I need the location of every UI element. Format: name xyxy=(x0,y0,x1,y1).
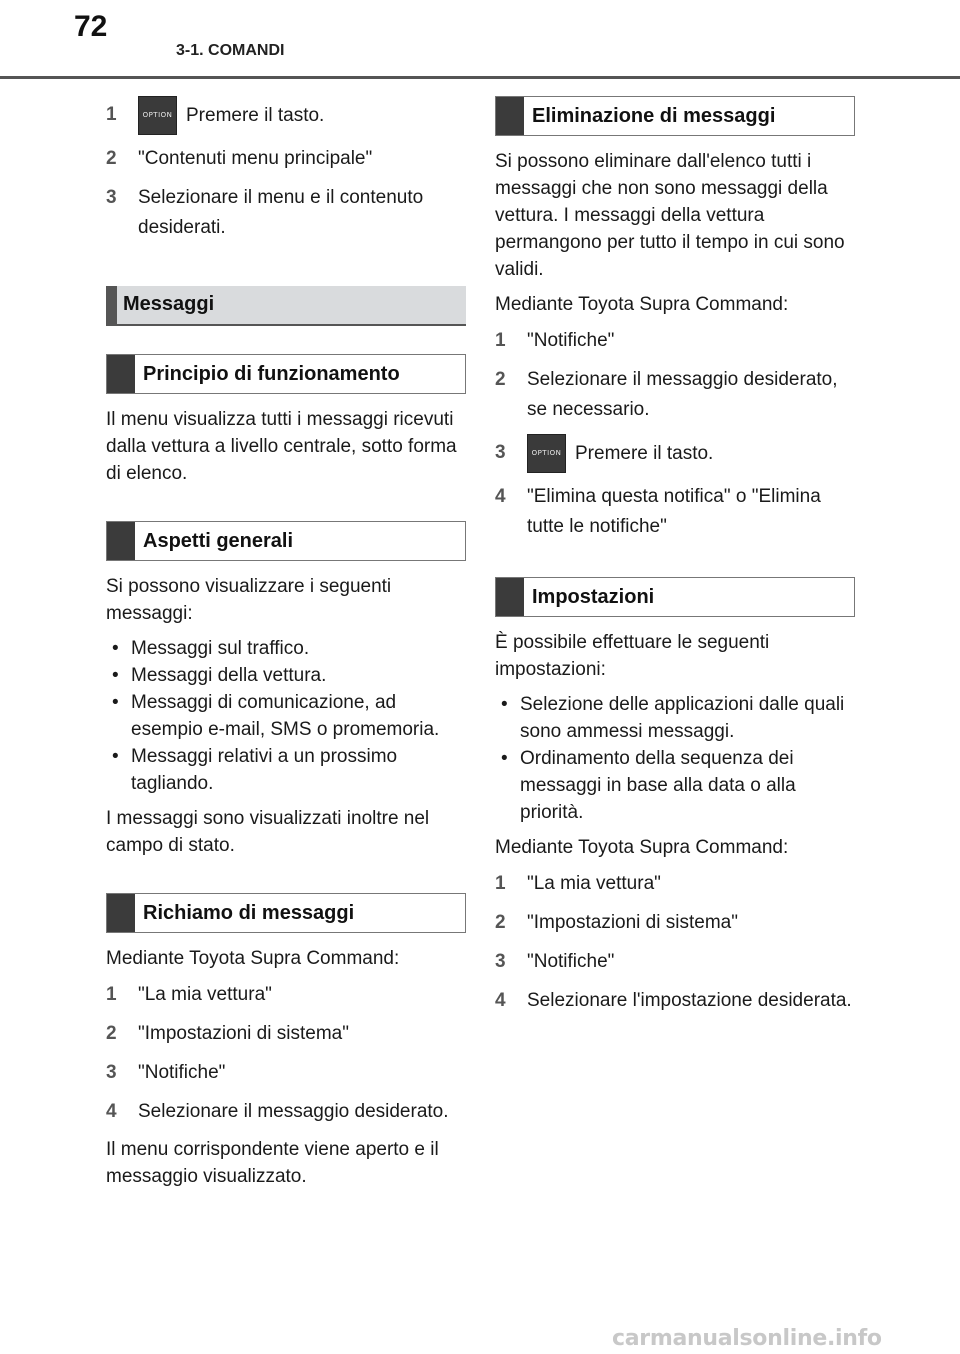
step-number: 2 xyxy=(106,148,117,169)
step-text: "Notifiche" xyxy=(527,951,615,972)
paragraph: Si possono visualizzare i seguenti messaggi: xyxy=(106,576,392,624)
step xyxy=(495,869,855,899)
paragraph: Il menu corrispondente viene aperto e il messaggio visualizzato. xyxy=(106,1139,439,1187)
paragraph: Si possono eliminare dall'elenco tutti i messaggi che non sono messaggi della vettura. I messaggi della vettura permangono per tutto il tempo in cui sono validi. xyxy=(495,151,845,280)
step-number: 2 xyxy=(495,369,506,390)
paragraph: I messaggi sono visualizzati inoltre nel campo di stato. xyxy=(106,808,430,856)
list-item: • Messaggi di comunicazione, ad esempio e-mail, SMS o promemoria. xyxy=(106,689,466,743)
list-item: • Selezione delle applicazioni dalle quali sono ammessi messaggi. xyxy=(495,691,855,745)
paragraph: Mediante Toyota Supra Command: xyxy=(495,837,789,858)
step-number: 3 xyxy=(495,442,506,463)
watermark: carmanualsonline.info xyxy=(612,1326,882,1351)
paragraph: Mediante Toyota Supra Command: xyxy=(106,948,400,969)
subheading-eliminazione: Eliminazione di messaggi xyxy=(495,96,855,136)
page-number: 72 xyxy=(74,10,108,43)
step-number: 1 xyxy=(106,104,117,125)
step-number: 1 xyxy=(106,984,117,1005)
step-number: 4 xyxy=(495,486,506,507)
step-text: "Impostazioni di sistema" xyxy=(527,912,738,933)
step-number: 2 xyxy=(106,1023,117,1044)
list-item: • Messaggi relativi a un prossimo tagliando. xyxy=(106,743,466,797)
step xyxy=(495,365,855,425)
page-header xyxy=(0,0,960,80)
step-text: Selezionare il messaggio desiderato, se necessario. xyxy=(527,369,838,420)
step xyxy=(106,1097,466,1127)
step-text: "Notifiche" xyxy=(527,330,615,351)
step-number: 1 xyxy=(495,330,506,351)
step xyxy=(495,326,855,356)
step-text: Premere il tasto. xyxy=(186,104,325,126)
step-text: Premere il tasto. xyxy=(575,442,714,464)
header-divider xyxy=(0,76,960,79)
step-number: 3 xyxy=(106,187,117,208)
option-button-icon: OPTION xyxy=(527,434,566,473)
step-text: "Notifiche" xyxy=(138,1062,226,1083)
subheading-richiamo: Richiamo di messaggi xyxy=(106,893,466,933)
main-heading: Messaggi xyxy=(106,286,466,326)
step-text: Selezionare l'impostazione desiderata. xyxy=(527,990,852,1011)
paragraph: Il menu visualizza tutti i messaggi ricevuti dalla vettura a livello centrale, sotto forma di elenco. xyxy=(106,409,457,484)
list-item: • Ordinamento della sequenza dei messaggi in base alla data o alla priorità. xyxy=(495,745,855,826)
paragraph: È possibile effettuare le seguenti impostazioni: xyxy=(495,632,770,680)
step xyxy=(495,947,855,977)
step xyxy=(495,434,855,473)
list-item: • Messaggi sul traffico. xyxy=(106,635,466,662)
section-title: 3-1. COMANDI xyxy=(176,42,285,59)
list-item: • Messaggi della vettura. xyxy=(106,662,466,689)
step-text: "La mia vettura" xyxy=(527,873,661,894)
right-column xyxy=(495,96,855,1025)
step xyxy=(495,986,855,1016)
subheading-aspetti: Aspetti generali xyxy=(106,521,466,561)
step-number: 1 xyxy=(495,873,506,894)
step-number: 3 xyxy=(495,951,506,972)
step xyxy=(106,1019,466,1049)
step-text: "Contenuti menu principale" xyxy=(138,148,373,169)
step xyxy=(106,183,466,243)
step-number: 3 xyxy=(106,1062,117,1083)
option-button-icon: OPTION xyxy=(138,96,177,135)
subheading-impostazioni: Impostazioni xyxy=(495,577,855,617)
bullet-list xyxy=(106,635,466,797)
step-text: "La mia vettura" xyxy=(138,984,272,1005)
step xyxy=(106,144,466,174)
subheading-principio: Principio di funzionamento xyxy=(106,354,466,394)
step-number: 2 xyxy=(495,912,506,933)
step-text: "Elimina questa notifica" o "Elimina tutte le notifiche" xyxy=(527,486,821,537)
step xyxy=(495,908,855,938)
step-number: 4 xyxy=(106,1101,117,1122)
step xyxy=(495,482,855,542)
step-number: 4 xyxy=(495,990,506,1011)
step-text: "Impostazioni di sistema" xyxy=(138,1023,349,1044)
step xyxy=(106,980,466,1010)
step xyxy=(106,96,466,135)
step xyxy=(106,1058,466,1088)
bullet-list xyxy=(495,691,855,826)
paragraph: Mediante Toyota Supra Command: xyxy=(495,294,789,315)
left-column xyxy=(106,96,466,1198)
step-text: Selezionare il menu e il contenuto desiderati. xyxy=(138,187,424,238)
step-text: Selezionare il messaggio desiderato. xyxy=(138,1101,449,1122)
